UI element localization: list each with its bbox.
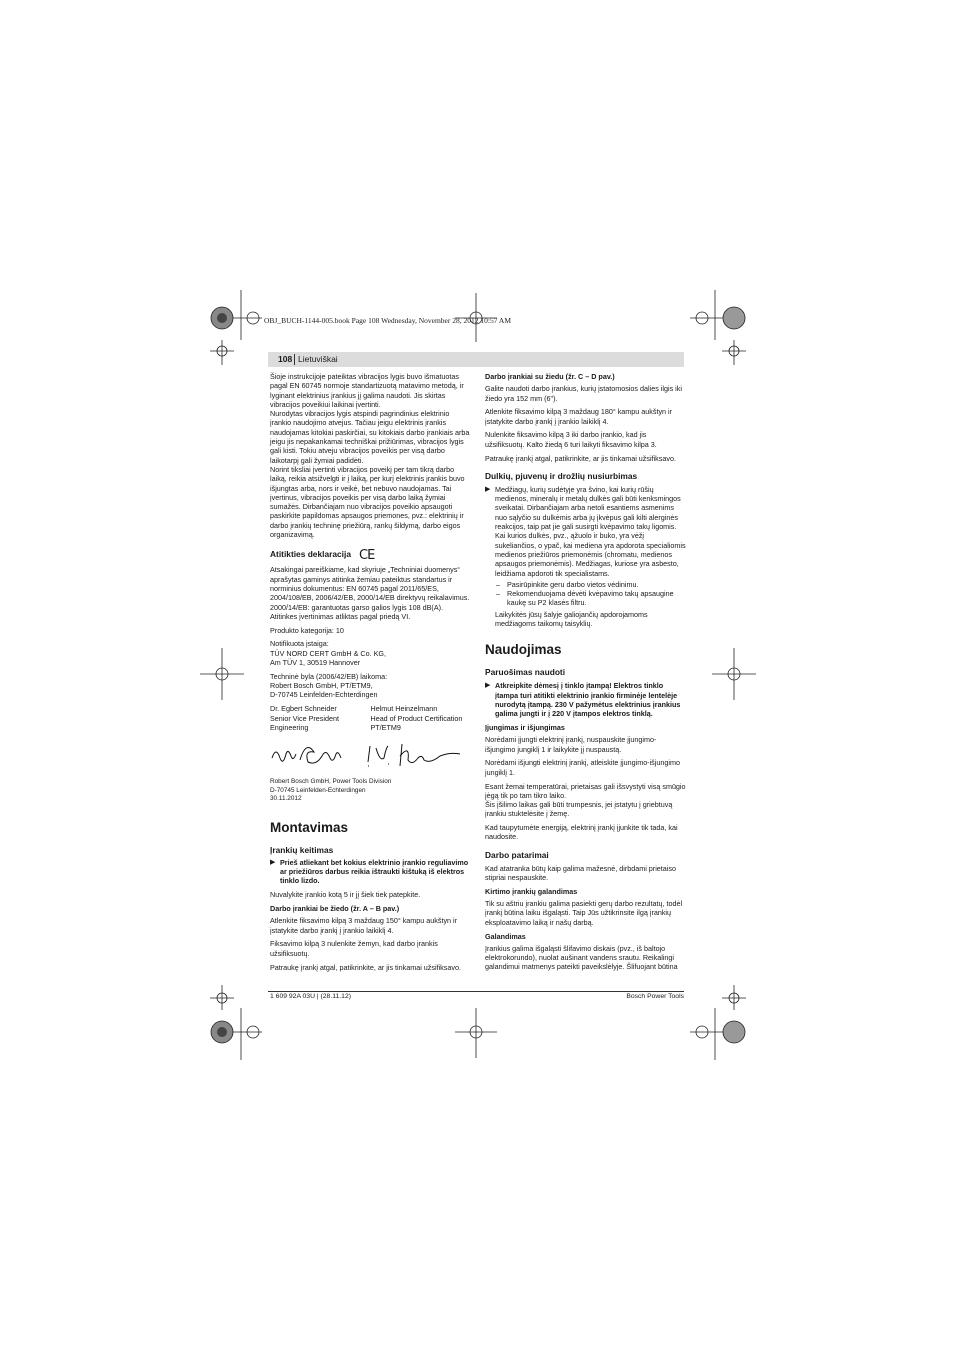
page-number: 108 — [278, 354, 293, 364]
left-column — [270, 372, 471, 976]
declaration-text: Atsakingai pareiškiame, kad skyriuje „Techniniai duomenys“ aprašytas gaminys atitinka žemiau pateiktus standartus ir norminius dokumentus: EN 60745 pagal 2011/65/ES, 2004/108/EB, 2006/42/EB, 2000/14/EB direktyvų reikalavimus. — [270, 565, 470, 603]
dash-item-text: Pasirūpinkite geru darbo vietos vėdinimu. — [507, 579, 639, 589]
tool-change-heading: Įrankių keitimas — [270, 844, 334, 855]
section-title-montavimas: Montavimas — [270, 819, 349, 835]
body-text: Patraukę įrankį atgal, patikrinkite, ar jis tinkamai užsifiksavo. — [485, 453, 676, 463]
body-text: Tik su aštriu įrankiu galima pasiekti gerų darbo rezultatų, todėl įrankį būtina laiku išgaląsti. Taip Jūs užtikrinsite ilgą įrankių eksploatavimo laiką ir našų darbą. — [485, 899, 683, 927]
prep-heading: Paruošimas naudoti — [485, 667, 566, 678]
warning-text: Atkreipkite dėmesį į tinklo įtampą! Elektros tinklo įtampa turi atitikti elektrinio įrankio firminėje lentelėje nurodytą įtampą. 230 V pažymėtus elektrinius įrankius galima jungti ir į 220 V įtampos elektros tinklą. — [495, 681, 681, 719]
triangle-bullet-icon: ▶ — [270, 858, 276, 866]
dash-item: – Pasirūpinkite geru darbo vietos vėdinimu. — [496, 579, 639, 589]
body-text: Atlenkite fiksavimo kilpą 3 maždaug 150° kampu aukštyn ir įstatykite darbo įrankį į įrankio laikiklį 4. — [270, 916, 458, 935]
warning-text: Medžiagų, kurių sudėtyje yra švino, kai kurių rūšių medienos, mineralų ir metalų dulkės gali būti kenksmingos sveikatai. Dirbančiajam arba netoli esantiems asmenims nuo sąlyčio su dulkėmis arba jų įkvėpus gali kilti alerginės reakcijos, taip pat jie gali susirgti kvėpavimo takų ligomis. Kai kurios dulkės, pvz., ąžuolo ir buko, yra vėžį sukeliančios, o ypač, kai mediena yra apdorota specialiomis medienos priežiūros priemonėmis (chromatu, medienos apsaugos priemonėmis). Medžiagas, kuriose yra asbesto, leidžiama apdoroti tik specialistams. — [495, 484, 686, 578]
body-text: Atlenkite fiksavimo kilpą 3 maždaug 180° kampu aukštyn ir įstatykite darbo įrankį į įrankio laikiklį 4. — [485, 407, 673, 426]
warning-item — [485, 485, 686, 578]
company-address: Robert Bosch GmbH, Power Tools Division D-70745 Leinfelden-Echterdingen 30.11.2012 — [270, 778, 392, 803]
section-title-naudojimas: Naudojimas — [485, 642, 562, 658]
dust-heading: Dulkių, pjuvenų ir drožlių nusiurbimas — [485, 470, 638, 481]
body-text: Nulenkite fiksavimo kilpą 3 iki darbo įrankio, kad jis užsifiksuotų. Kalto žiedą 6 turi laikyti fiksavimo kilpa 3. — [485, 430, 657, 449]
intro-paragraph: Norint tiksliai įvertinti vibracijos poveikį per tam tikrą darbo laiką, reikia atsižvelgti ir į laiką, per kurį elektrinis įrankis buvo išjungtas arba, nors ir veikė, bet nebuvo naudojamas. Tai įvertinus, vibracijos poveikis per visą darbo laiką žymiai sumažės. Dirbančiajam nuo vibracijos poveikio apsaugoti paskirkite papildomas apsaugos priemones, pvz.: elektrinių ir darbo įrankių techninę priežiūrą, rankų šildymą, darbo eigos organizavimą. — [270, 464, 465, 540]
declaration-heading-text: Atitikties deklaracija — [270, 549, 351, 560]
signer-2: Helmut Heinzelmann Head of Product Certification PT/ETM9 — [370, 704, 463, 732]
body-text: Nuvalykite įrankio kotą 5 ir jį šiek tiek patepkite. — [270, 890, 421, 900]
signer-1: Dr. Egbert Schneider Senior Vice President Engineering — [270, 704, 339, 732]
no-ring-heading: Darbo įrankiai be žiedo (žr. A – B pav.) — [270, 904, 400, 914]
intro-paragraph: Nurodytas vibracijos lygis atspindi pagrindinius elektrinio įrankio naudojimo atvejus. Tačiau jeigu elektrinis įrankis naudojamas kitokiai paskirčiai, su kitokiais darbo įrankiais arba jeigu jis nepakankamai techniškai prižiūrimas, vibracijos lygis gali kisti. Tokiu atveju vibracijos poveikis per visą darbo laikotarpį gali žymiai padidėti. — [270, 409, 470, 465]
intro-paragraph: Šioje instrukcijoje pateiktas vibracijos lygis buvo išmatuotas pagal EN 60745 normoje standartizuotą matavimo metodą, ir lyginant elektrinius įrankius jį galima naudoti. Jis skirtas vibracijos poveikiui laikinai įvertinti. — [270, 372, 464, 409]
print-slug: OBJ_BUCH-1144-005.book Page 108 Wednesday, November 28, 2012 10:57 AM — [264, 316, 512, 325]
declaration-text: Notifikuota įstaiga: TÜV NORD CERT GmbH & Co. KG, Am TÜV 1, 30519 Hannover — [270, 639, 386, 668]
dash-item: – Rekomenduojama dėvėti kvėpavimo takų apsaugine kaukę su P2 klasės filtru. — [496, 589, 674, 608]
body-text: Kad atatranka būtų kaip galima mažesnė, dirbdami prietaiso stipriai nespauskite. — [485, 863, 676, 883]
sharpen-heading: Kirtimo įrankių galandimas — [485, 886, 578, 896]
body-text: Galite naudoti darbo įrankius, kurių įstatomosios dalies ilgis iki žiedo yra 152 mm (6"). — [485, 384, 682, 403]
body-text: Įrankius galima išgaląsti šlifavimo diskais (pvz., iš baltojo elektrokorundo), nuolat aušinant vandens srautu. Reikalingi galandimui matmenys pateikti paveikslėlyje. Šlifuojant būtina — [485, 943, 678, 972]
signers — [270, 704, 471, 732]
footer-rule — [268, 991, 684, 992]
triangle-bullet-icon: ▶ — [485, 682, 491, 690]
declaration-text: 2000/14/EB: garantuotas garso galios lygis 108 dB(A). Atitinkes įvertinimas atliktas pagal priedą VI. — [270, 602, 444, 621]
dash-item-text: Rekomenduojama dėvėti kvėpavimo takų apsaugine kaukę su P2 klasės filtru. — [507, 589, 674, 608]
body-text: Laikykitės jūsų šalyje galiojančių apdorojamoms medžiagoms taikomų taisyklių. — [495, 609, 648, 629]
warning-text: Prieš atliekant bet kokius elektrinio įrankio reguliavimo ar priežiūros darbus reikia ištraukti kištuką iš elektros tinklo lizdo. — [280, 857, 469, 886]
triangle-bullet-icon: ▶ — [485, 485, 491, 493]
declaration-text: Techninė byla (2006/42/EB) laikoma: Robert Bosch GmbH, PT/ETM9, D-70745 Leinfelden-Echterdingen — [270, 671, 388, 700]
warning-item — [485, 681, 686, 718]
ring-heading: Darbo įrankiai su žiedu (žr. C – D pav.) — [485, 372, 615, 381]
grind-heading: Galandimas — [485, 931, 526, 941]
body-text: Esant žemai temperatūrai, prietaisas gali išsvystyti visą smūgio jėgą tik po tam tikro laiko. Šis įšilimo laikas gali būti trumpesnis, jei įstatytu į griebtuvą įrankiu stuktelėsite į žemę. — [485, 781, 686, 819]
warning-item — [270, 858, 471, 886]
right-column — [485, 372, 686, 976]
body-text: Patraukę įrankį atgal, patikrinkite, ar jis tinkamai užsifiksavo. — [270, 962, 461, 972]
handwritten-signatures — [270, 736, 471, 776]
tips-heading: Darbo patarimai — [485, 849, 549, 860]
body-text: Kad taupytumėte energiją, elektrinį įrankį įjunkite tik tada, kai naudosite. — [485, 823, 678, 842]
ce-mark-icon: CE — [359, 548, 375, 564]
header-divider — [294, 354, 295, 365]
footer-code: 1 609 92A 03U | (28.11.12) — [270, 993, 351, 1000]
page-header — [268, 352, 684, 367]
body-text: Norėdami išjungti elektrinį įrankį, atleiskite įjungimo-išjungimo jungiklį 1. — [485, 758, 680, 777]
footer-brand: Bosch Power Tools — [626, 993, 684, 1000]
onoff-heading: Įjungimas ir išjungimas — [485, 723, 565, 733]
declaration-heading — [270, 548, 471, 564]
body-text: Norėdami įjungti elektrinį įrankį, nuspauskite įjungimo-išjungimo jungiklį 1 ir laikykite jį nuspaustą. — [485, 735, 657, 754]
body-text: Fiksavimo kilpą 3 nulenkite žemyn, kad darbo įrankis užsifiksuotų. — [270, 939, 438, 958]
declaration-text: Produkto kategorija: 10 — [270, 625, 344, 635]
language-label: Lietuviškai — [298, 354, 338, 364]
